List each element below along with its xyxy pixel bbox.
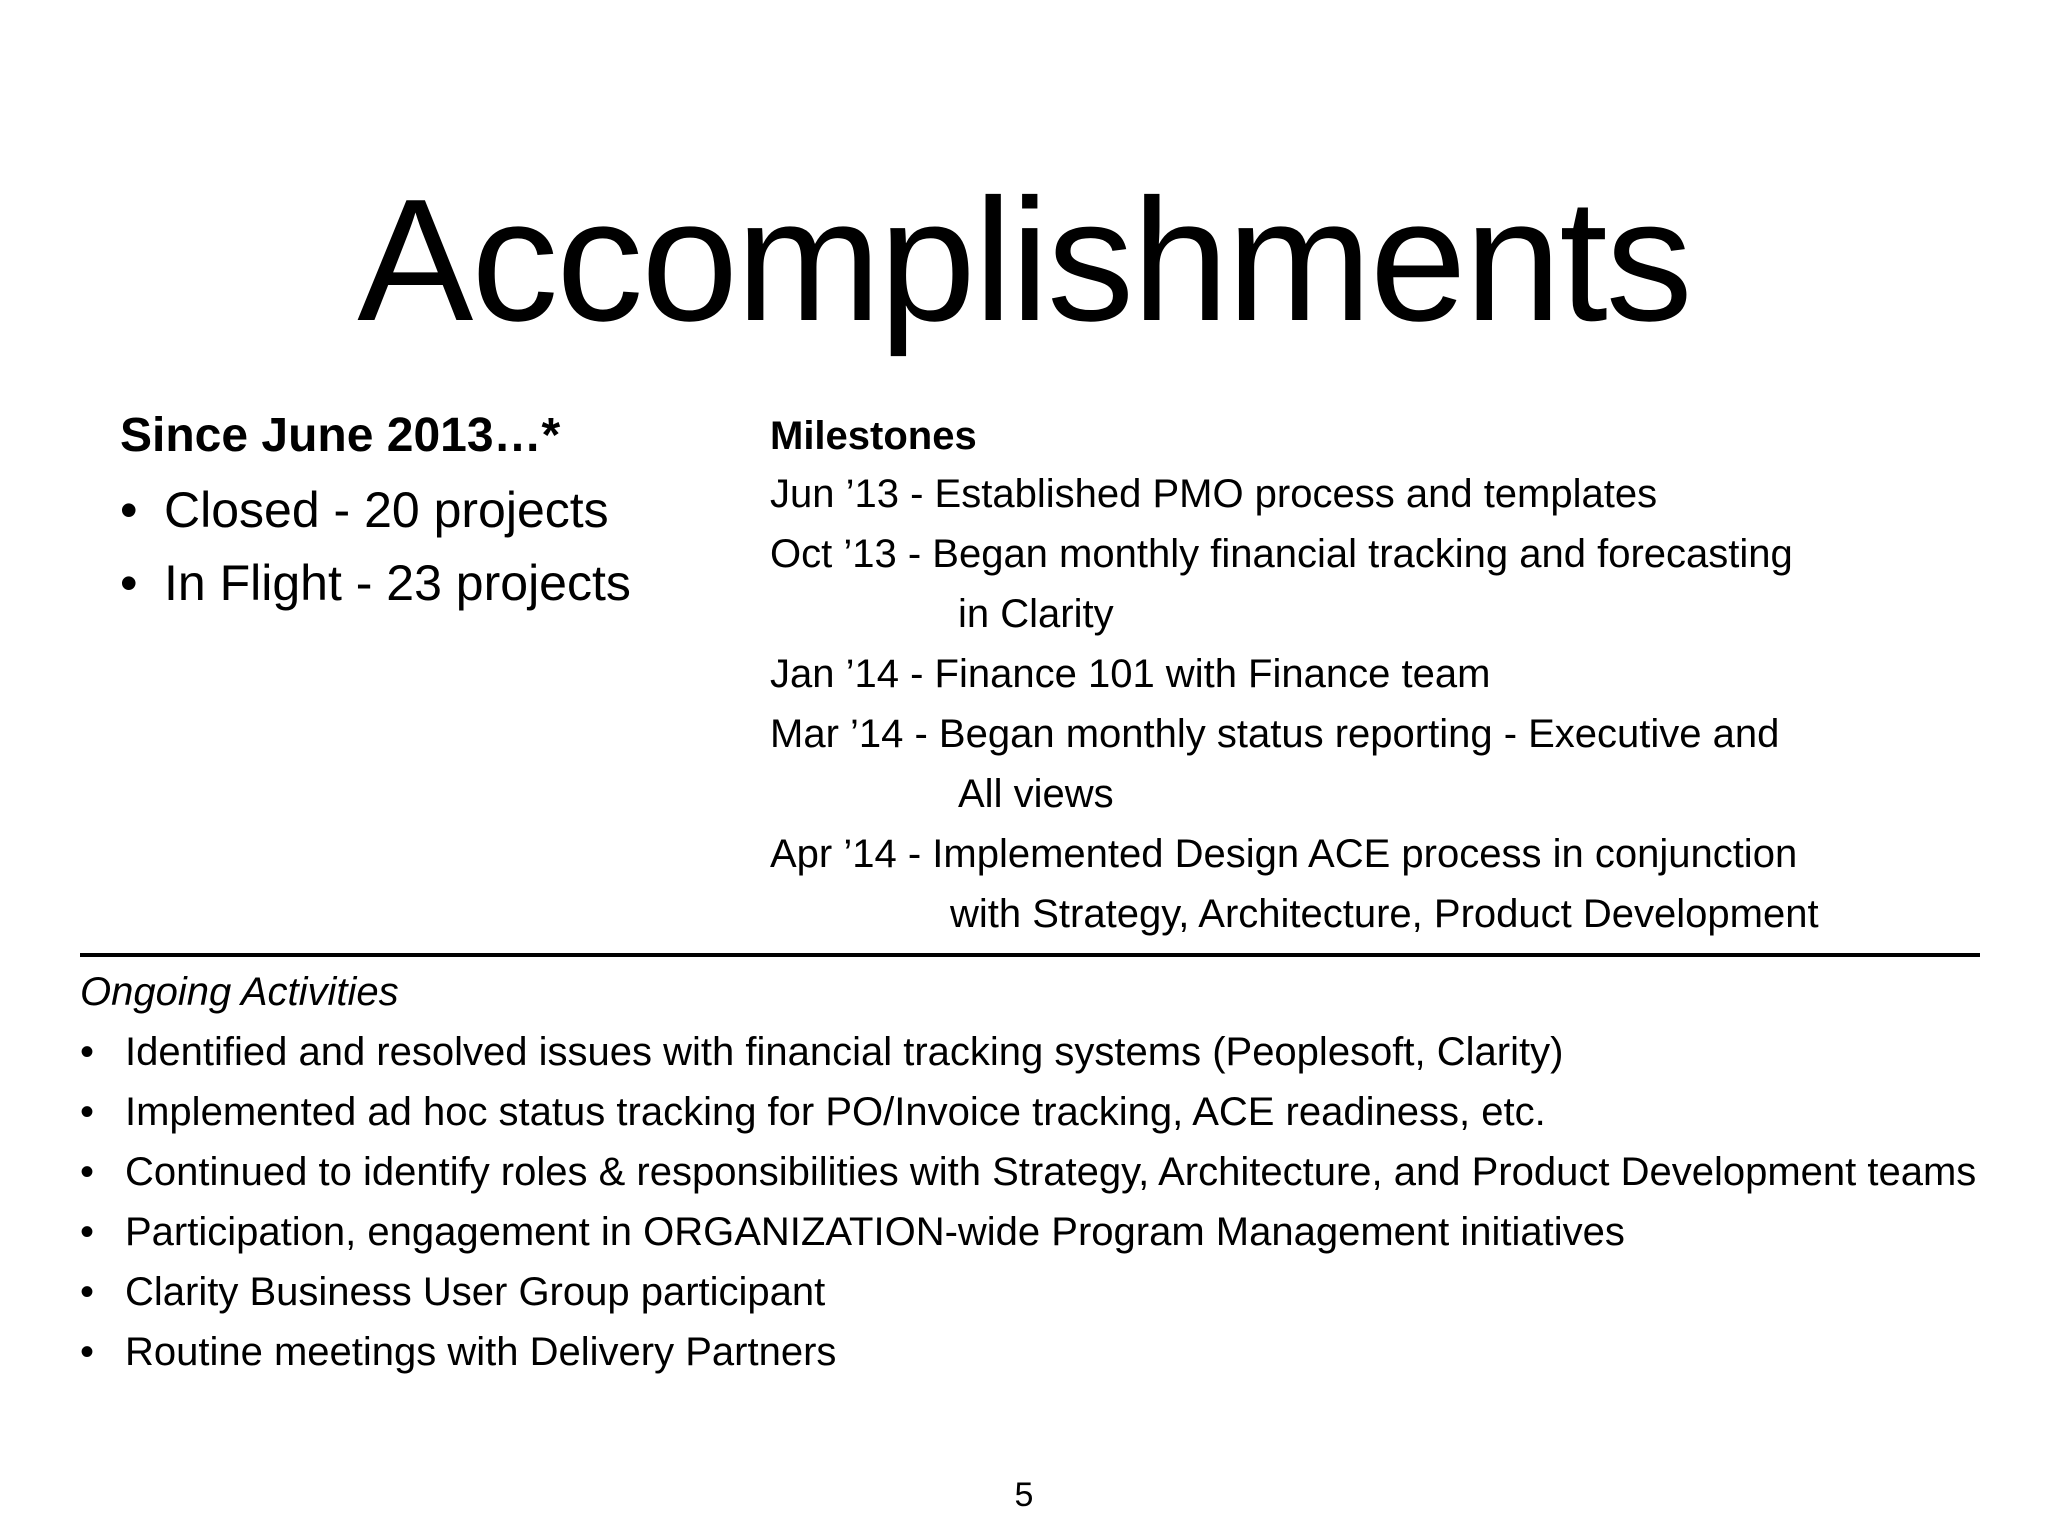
list-item-text: Continued to identify roles & responsibilities with Strategy, Architecture, and Product Development teams xyxy=(125,1150,1977,1194)
since-item-in-flight xyxy=(120,547,740,620)
since-list xyxy=(120,474,740,620)
list-item-text: Routine meetings with Delivery Partners xyxy=(125,1330,837,1374)
bullet-icon: • xyxy=(80,1150,95,1194)
slide-title: Accomplishments xyxy=(357,162,1691,357)
bullet-icon: • xyxy=(80,1330,95,1374)
bullet-icon: • xyxy=(80,1090,95,1134)
list-item xyxy=(80,1022,1980,1082)
since-item-text: In Flight - 23 projects xyxy=(164,555,631,611)
ongoing-list xyxy=(80,1022,1980,1382)
bullet-icon: • xyxy=(120,555,138,611)
since-summary xyxy=(120,402,740,620)
milestone-text: Jun ’13 - Established PMO process and templates xyxy=(770,472,1658,516)
milestone-item xyxy=(770,524,2020,644)
milestones-heading: Milestones xyxy=(770,414,977,458)
bullet-icon: • xyxy=(80,1030,95,1074)
list-item xyxy=(80,1202,1980,1262)
list-item xyxy=(80,1262,1980,1322)
list-item-text: Implemented ad hoc status tracking for PO/Invoice tracking, ACE readiness, etc. xyxy=(125,1090,1546,1134)
ongoing-heading: Ongoing Activities xyxy=(80,970,399,1014)
page-number: 5 xyxy=(1014,1476,1034,1514)
milestone-text: Apr ’14 - Implemented Design ACE process in conjunction xyxy=(770,832,1798,876)
milestone-continuation: All views xyxy=(958,772,1114,816)
milestone-item xyxy=(770,824,2020,944)
milestone-text: Oct ’13 - Began monthly financial tracking and forecasting xyxy=(770,532,1793,576)
since-item-text: Closed - 20 projects xyxy=(164,482,609,538)
bullet-icon: • xyxy=(80,1270,95,1314)
bullet-icon: • xyxy=(120,482,138,538)
since-item-closed xyxy=(120,474,740,547)
milestone-item xyxy=(770,704,2020,824)
milestone-item xyxy=(770,644,2020,704)
milestones-section xyxy=(770,408,2020,944)
ongoing-activities-section xyxy=(80,962,1980,1382)
list-item-text: Identified and resolved issues with financial tracking systems (Peoplesoft, Clarity) xyxy=(125,1030,1564,1074)
milestone-continuation: with Strategy, Architecture, Product Development xyxy=(950,892,1819,936)
section-divider xyxy=(80,953,1980,957)
milestone-item xyxy=(770,464,2020,524)
milestone-continuation: in Clarity xyxy=(958,592,1114,636)
list-item-text: Clarity Business User Group participant xyxy=(125,1270,826,1314)
since-heading: Since June 2013…* xyxy=(120,409,561,462)
list-item xyxy=(80,1142,1980,1202)
list-item-text: Participation, engagement in ORGANIZATION-wide Program Management initiatives xyxy=(125,1210,1625,1254)
list-item xyxy=(80,1322,1980,1382)
list-item xyxy=(80,1082,1980,1142)
bullet-icon: • xyxy=(80,1210,95,1254)
milestone-text: Mar ’14 - Began monthly status reporting - Executive and xyxy=(770,712,1780,756)
milestone-text: Jan ’14 - Finance 101 with Finance team xyxy=(770,652,1491,696)
